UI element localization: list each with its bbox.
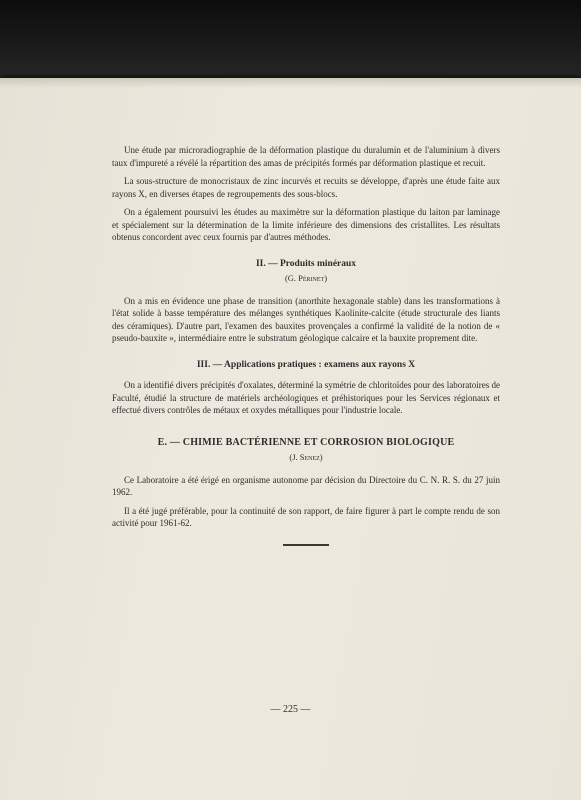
section-e-heading: E. — CHIMIE BACTÉRIENNE ET CORROSION BIOLOGIQUE [157,436,455,448]
section-2-heading: II. — Produits minéraux [255,258,357,269]
section-3-heading: III. — Applications pratiques : examens aux rayons X [196,359,416,370]
section-divider-rule [283,544,329,546]
page-edge-shadow [0,78,581,88]
intro-paragraph-3: On a également poursuivi les études au maximètre sur la déformation plastique du laiton par laminage et spécialement sur la détermination de la limite inférieure des dimensions des cristallites. Les résultats obtenus concordent avec ceux fournis par d'autres méthodes. [112,207,500,242]
section-e-paragraph-2: Il a été jugé préférable, pour la continuité de son rapport, de faire figurer à part le compte rendu de son activité pour 1961-62. [112,505,500,528]
text-column [112,144,500,546]
page-number: — 225 — [270,704,311,715]
section-2-byline: (G. Périnet) [284,273,328,283]
section-3-paragraph: On a identifié divers précipités d'oxalates, déterminé la symétrie de chloritoïdes pour des laboratoires de Faculté, étudié la structure de matériels archéologiques et préhistoriques pour les Services régionaux et effectué divers contrôles de métaux et oxydes métalliques pour l'industrie locale. [112,380,500,415]
intro-paragraph-2: La sous-structure de monocristaux de zinc incurvés et recuits se développe, d'après une étude faite aux rayons X, en diverses étapes de regroupements des sous-blocs. [112,176,500,199]
intro-paragraph-1: Une étude par microradiographie de la déformation plastique du duralumin et de l'aluminium à divers taux d'impureté a révélé la répartition des amas de précipités formés par déformation plastique et recuit. [112,145,500,168]
section-e-paragraph-1: Ce Laboratoire a été érigé en organisme autonome par décision du Directoire du C. N. R. S. du 27 juin 1962. [112,474,500,497]
scan-background [0,0,581,80]
section-2-paragraph: On a mis en évidence une phase de transition (anorthite hexagonale stable) dans les transformations à l'état solide à basse température des mélanges synthétiques Kaolinite-calcite (étude structurale des liants des céramiques). D'autre part, l'examen des bauxites provençales a confirmé la validité de la notion de « pseudo-bauxite », intermédiaire entre le substratum géologique calcaire et la bauxite proprement dite. [112,295,500,343]
section-e-byline: (J. Senez) [289,452,323,462]
